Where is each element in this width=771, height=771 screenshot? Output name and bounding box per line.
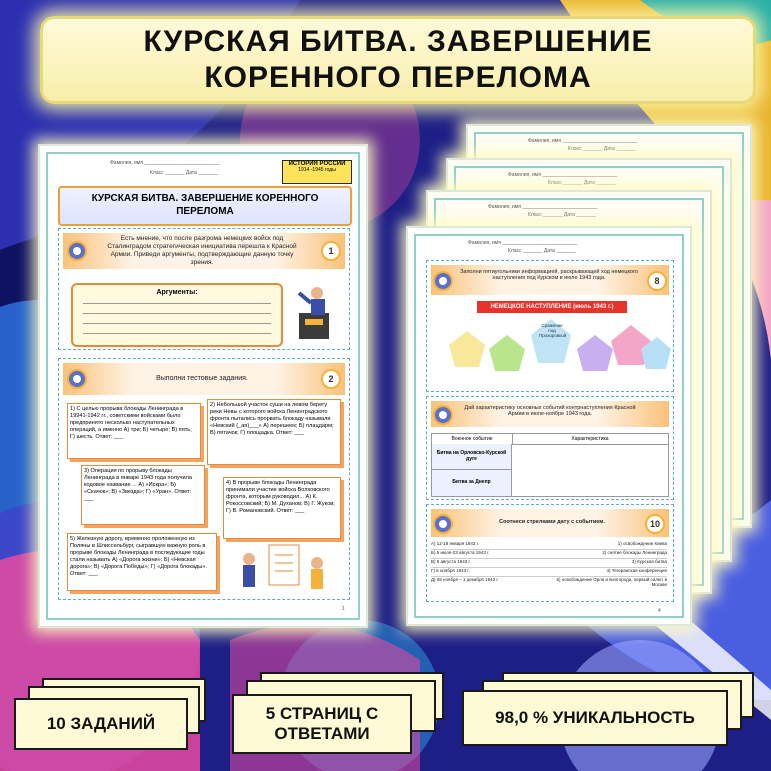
matching-list [431,541,667,591]
page-title: КУРСКАЯ БИТВА. ЗАВЕРШЕНИЕ КОРЕННОГО ПЕРЕЛОМА [143,25,653,94]
left-worksheet [38,144,368,628]
prokhorovka-label: Сражение под Прохоровкой [539,323,567,338]
header-name: Фамилия, имя ___________________________ [508,172,618,178]
list-item: Б) 5 июля-23 августа 1943 г. 2) снятие блокады Ленинграда [431,550,667,559]
list-item: Г) 6 ноября 1943 г. 4) Тегеранская конференция [431,568,667,577]
header-class: Класс _______ Дата _______ [568,146,636,152]
uniqueness-text: 98,0 % УНИКАЛЬНОСТЬ [462,690,728,746]
task-2-block [58,358,350,600]
list-item: В) 5 августа 1943 г. 3) Курская битва [431,559,667,568]
task-8-number: 8 [647,271,667,291]
task-2-number: 2 [321,369,341,389]
question-card-5: 5) Железную дорогу, временно проложенную из Поляны в Шлиссельбург, сыгравшую важную роль в прорыве блокады Ленинграда в последующие годы стали называть А) «Дорога жизни»; Б) «Невская дорога»; В) «Дорога Победы»; Г) «Дорога блокады». Ответ: ___ [67,533,217,591]
right-worksheet [406,226,692,626]
office-workers-illustration-icon [229,541,339,597]
table-header: Военное событие [432,434,513,445]
header-class: Класс _______ Дата _______ [548,180,616,186]
task-1-text: Есть мнение, что после разгрома немецких войск под Сталинградом стратегическая инициатива перешла к Красной Армии. Приведи аргументы, подтверждающие данную точку зрения. [107,235,297,266]
header-class: Класс _______ Дата _______ [150,170,218,176]
list-item: А) 12-18 января 1943 г. 1) освобождение Киева [431,541,667,550]
page-number: 4 [658,608,661,614]
task-10-number: 10 [645,514,665,534]
clock-icon [433,405,453,425]
sheet-title-box [58,186,352,226]
course-badge: ИСТОРИЯ РОССИИ 1914 -1945 годы [282,160,352,184]
uniqueness-label [462,672,762,758]
clock-icon [433,271,453,291]
clock-icon [433,514,453,534]
task-1-block [58,228,350,350]
title-banner [40,16,756,104]
header-class: Класс _______ Дата _______ [508,248,576,254]
header-name: Фамилия, имя ___________________________ [468,240,578,246]
task-8-block [426,260,674,392]
arguments-label: Аргументы: [156,289,198,296]
tasks-count-text: 10 ЗАДАНИЙ [14,698,188,750]
sheet-title: КУРСКАЯ БИТВА. ЗАВЕРШЕНИЕ КОРЕННОГО ПЕРЕЛОМА [91,193,319,217]
header-name: Фамилия, имя ___________________________ [110,160,220,166]
task-10-text: Соотнеси стрелками дату с событием. [499,519,605,525]
speaker-illustration-icon [291,283,341,343]
events-table [431,433,669,497]
question-card-1: 1) С целью прорыва блокады Ленинграда в 19941-1942 гг., советскими войсками было предпринято несколько наступательных операций, а именно А) три; Б) четыре; В) пять; Г) шесть. Ответ: ___ [67,403,201,459]
task-1-number: 1 [321,241,341,261]
pages-with-answers-text: 5 СТРАНИЦ С ОТВЕТАМИ [232,694,412,754]
table-header: Характеристика [512,434,668,445]
task-10-block [426,504,674,602]
header-name: Фамилия, имя ___________________________ [528,138,638,144]
clock-icon [67,241,87,261]
question-card-3: 3) Операция по прорыву блокады Ленинграда в январе 1943 года получила кодовое название ... А) «Искра»; Б) «Скачок»; В) «Звезда»; Г) «Уран». Ответ: ___ [81,465,205,525]
question-card-4: 4) В прорыве блокады Ленинграда принимали участие войска Волховского фронта, которым руководил... А) К. Рокоссовский; Б) М. Духанов; В) Г. Жуков; Г) В. Романовский. Ответ: ___ [223,477,341,539]
task-9-block [426,396,674,500]
task-8-text: Заполни пятиугольники информацией, раскрывающей ход немецкого наступления под Курском в июле 1943 года. [460,269,638,281]
pages-with-answers-label [232,672,452,758]
tasks-count-label [14,678,214,754]
task-9-text: Дай характеристику основных событий контрнаступления Красной Армии в июле-ноябре 1943 года. [464,405,636,417]
arguments-box[interactable] [71,283,283,347]
german-offensive-banner: НЕМЕЦКОЕ НАСТУПЛЕНИЕ (июль 1943 г.) [477,301,627,313]
page-number: 1 [342,606,345,612]
header-class: Класс _______ Дата _______ [528,212,596,218]
question-card-2: 2) Небольшой участок суши на левом берегу реки Невы с которого войска Ленинградского фронта пытались прорвать блокаду называли «Невский (_ая)___» А) перешеек; Б) плацдарм; В) пятачок; Г) площадка. Ответ: ___ [207,399,341,465]
header-name: Фамилия, имя ___________________________ [488,204,598,210]
list-item: Д) 28 ноября – 1 декабря 1943 г. 5) освобождение Орла и Белгорода, первый салют в Москве [431,577,667,587]
clock-icon [67,369,87,389]
table-cell: Битва за Днепр [432,470,512,496]
table-cell: Битва на Орловско-Курской дуге [432,444,512,470]
task-2-text: Выполни тестовые задания. [156,375,248,382]
